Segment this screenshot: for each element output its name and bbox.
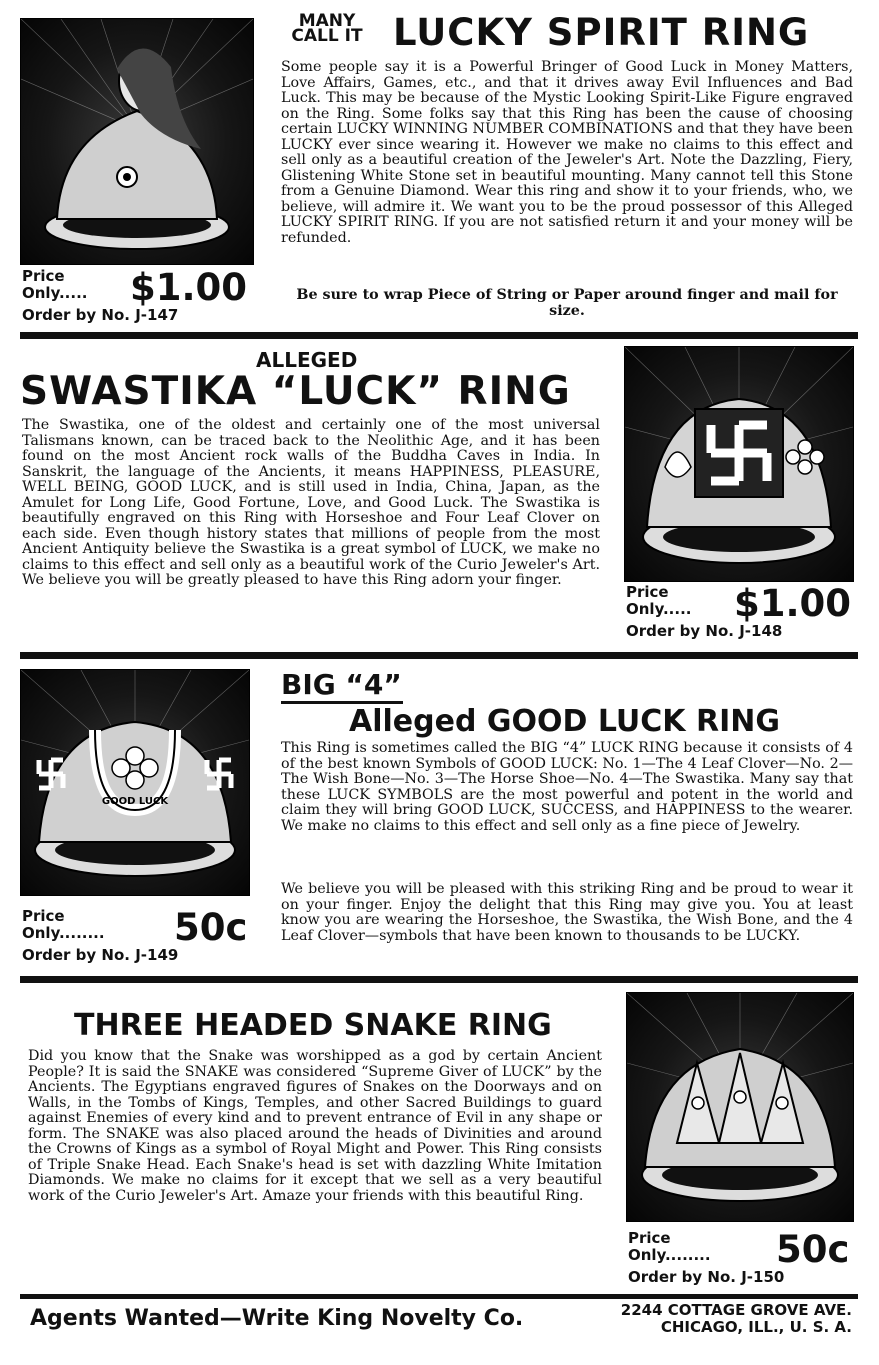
ad2-title: SWASTIKA “LUCK” RING <box>20 369 571 414</box>
ad2-price-value: $1.00 <box>734 582 852 625</box>
ad4-price-only: Only........ <box>628 1246 711 1264</box>
ad4-title: THREE HEADED SNAKE RING <box>74 1008 552 1043</box>
ad3-title: Alleged GOOD LUCK RING <box>349 704 780 739</box>
ad4-price-value: 50c <box>776 1228 850 1271</box>
ad2-body: The Swastika, one of the oldest and certainly one of the most universal Talismans known, can be traced back to the Neolithic Age, and it has been found on the most Ancient rock walls of the Buddha Caves in India. In Sanskrit, the language of the Ancients, it means HAPPINESS, PLEASURE, WELL BEING, GOOD LUCK, and is still used in India, China, Japan, as the Amulet for Long Life, Good Fortune, Love, and Good Luck. The Swastika is beautifully engraved on this Ring with Horseshoe and Four Leaf Clover on each side. Even though history states that millions of people from the most Ancient Antiquity believe the Swastika is a great symbol of LUCK, we make no claims to this effect and sell only as a beautiful work of the Curio Jeweler's Art. We believe you will be greatly pleased to have this Ring adorn your finger. <box>22 417 600 589</box>
ad4-price-label: Price <box>628 1229 671 1247</box>
divider-1 <box>20 332 858 339</box>
ad3-price-only: Only........ <box>22 924 105 942</box>
ad1-kicker <box>282 11 372 46</box>
ad3-order-number: Order by No. J-149 <box>22 946 179 964</box>
snake-ring-icon <box>627 993 853 1221</box>
lucky-spirit-ring-icon <box>21 19 253 264</box>
ad1-title: LUCKY SPIRIT RING <box>393 11 810 54</box>
snake-ring-image <box>626 992 854 1222</box>
ring-engraving: GOOD LUCK <box>101 796 169 807</box>
ad1-price-block <box>22 268 262 328</box>
ad2-price-label: Price <box>626 583 669 601</box>
footer-address <box>580 1302 852 1336</box>
divider-3 <box>20 976 858 983</box>
ad3-price-block <box>22 908 262 968</box>
ad4-body: Did you know that the Snake was worshipped as a god by certain Ancient People? It is said the SNAKE was considered “Supreme Giver of LUCK” by the Ancients. The Egyptians engraved figures of Snakes on the Doorways and on Walls, in the Tombs of Kings, Temples, and other Sacred Buildings to guard against Enemies of every kind and to prevent entrance of Evil in any shape or form. The SNAKE was also placed around the heads of Divinities and around the Crowns of Kings as a symbol of Royal Might and Power. This Ring consists of Triple Snake Head. Each Snake's head is set with dazzling White Imitation Diamonds. We make no claims for it except that we sell as a very beautiful work of the Curio Jeweler's Art. Amaze your friends with this beautiful Ring. <box>28 1048 602 1204</box>
ad1-body: Some people say it is a Powerful Bringer of Good Luck in Money Matters, Love Affairs, Games, etc., and that it drives away Evil Influences and Bad Luck. This may be because of the Mystic Looking Spirit-Like Figure engraved on the Ring. Some folks say that this Ring has been the cause of choosing certain LUCKY WINNING NUMBER COMBINATIONS and that they have been LUCKY ever since wearing it. However we make no claims to this effect and sell only as a beautiful creation of the Jeweler's Art. Note the Dazzling, Fiery, Glistening White Stone set in beautiful mounting. Many cannot tell this Stone from a Genuine Diamond. Wear this ring and show it to your friends, who, we believe, will admire it. We want you to be the proud possessor of this Alleged LUCKY SPIRIT RING. If you are not satisfied return it and your money will be refunded. <box>281 59 853 247</box>
ad3-body-paragraph-1: This Ring is sometimes called the BIG “4” LUCK RING because it consists of 4 of the best known Symbols of GOOD LUCK: No. 1—The 4 Leaf Clover—No. 2—The Wish Bone—No. 3—The Horse Shoe—No. 4—The Swastika. Many say that these LUCK SYMBOLS are the most powerful and potent in the world and claim they will bring GOOD LUCK, SUCCESS, and HAPPINESS to the wearer. We make no claims to this effect and sell only as a fine piece of Jewelry. <box>281 740 853 834</box>
ad1-order-number: Order by No. J-147 <box>22 306 179 324</box>
divider-4 <box>20 1294 858 1299</box>
big-four-ring-image <box>20 669 250 896</box>
ad3-price-value: 50c <box>174 906 248 949</box>
ad1-note: Be sure to wrap Piece of String or Paper around finger and mail for size. <box>296 287 838 319</box>
footer-address-city: CHICAGO, ILL., U. S. A. <box>660 1318 852 1336</box>
ad1-kicker-line1: MANY <box>298 11 356 31</box>
divider-2 <box>20 652 858 659</box>
ad4-order-number: Order by No. J-150 <box>628 1268 785 1286</box>
ad1-price-label: Price <box>22 267 65 285</box>
ad3-kicker: BIG “4” <box>281 668 402 701</box>
ad1-price-value: $1.00 <box>130 266 248 309</box>
ad3-body-paragraph-2: We believe you will be pleased with this striking Ring and be proud to wear it on your finger. Enjoy the delight that this Ring may give you. You at least know you are wearing the Horseshoe, the Swastika, the Wish Bone, and the 4 Leaf Clover—symbols that have been known to thousands to be LUCKY. <box>281 881 853 944</box>
ad4-price-block <box>628 1230 868 1290</box>
big-four-ring-icon <box>21 670 249 895</box>
footer-agents-wanted: Agents Wanted—Write King Novelty Co. <box>30 1306 524 1331</box>
lucky-spirit-ring-image <box>20 18 254 265</box>
ad1-price-only: Only..... <box>22 284 88 302</box>
ad3-price-label: Price <box>22 907 65 925</box>
swastika-ring-image <box>624 346 854 582</box>
ad2-kicker: ALLEGED <box>256 348 358 372</box>
ad2-price-only: Only..... <box>626 600 692 618</box>
ad2-order-number: Order by No. J-148 <box>626 622 783 640</box>
ad1-kicker-line2: CALL IT <box>291 26 363 46</box>
ad2-price-block <box>626 584 866 644</box>
swastika-ring-icon <box>625 347 853 581</box>
footer-address-street: 2244 COTTAGE GROVE AVE. <box>620 1301 852 1319</box>
